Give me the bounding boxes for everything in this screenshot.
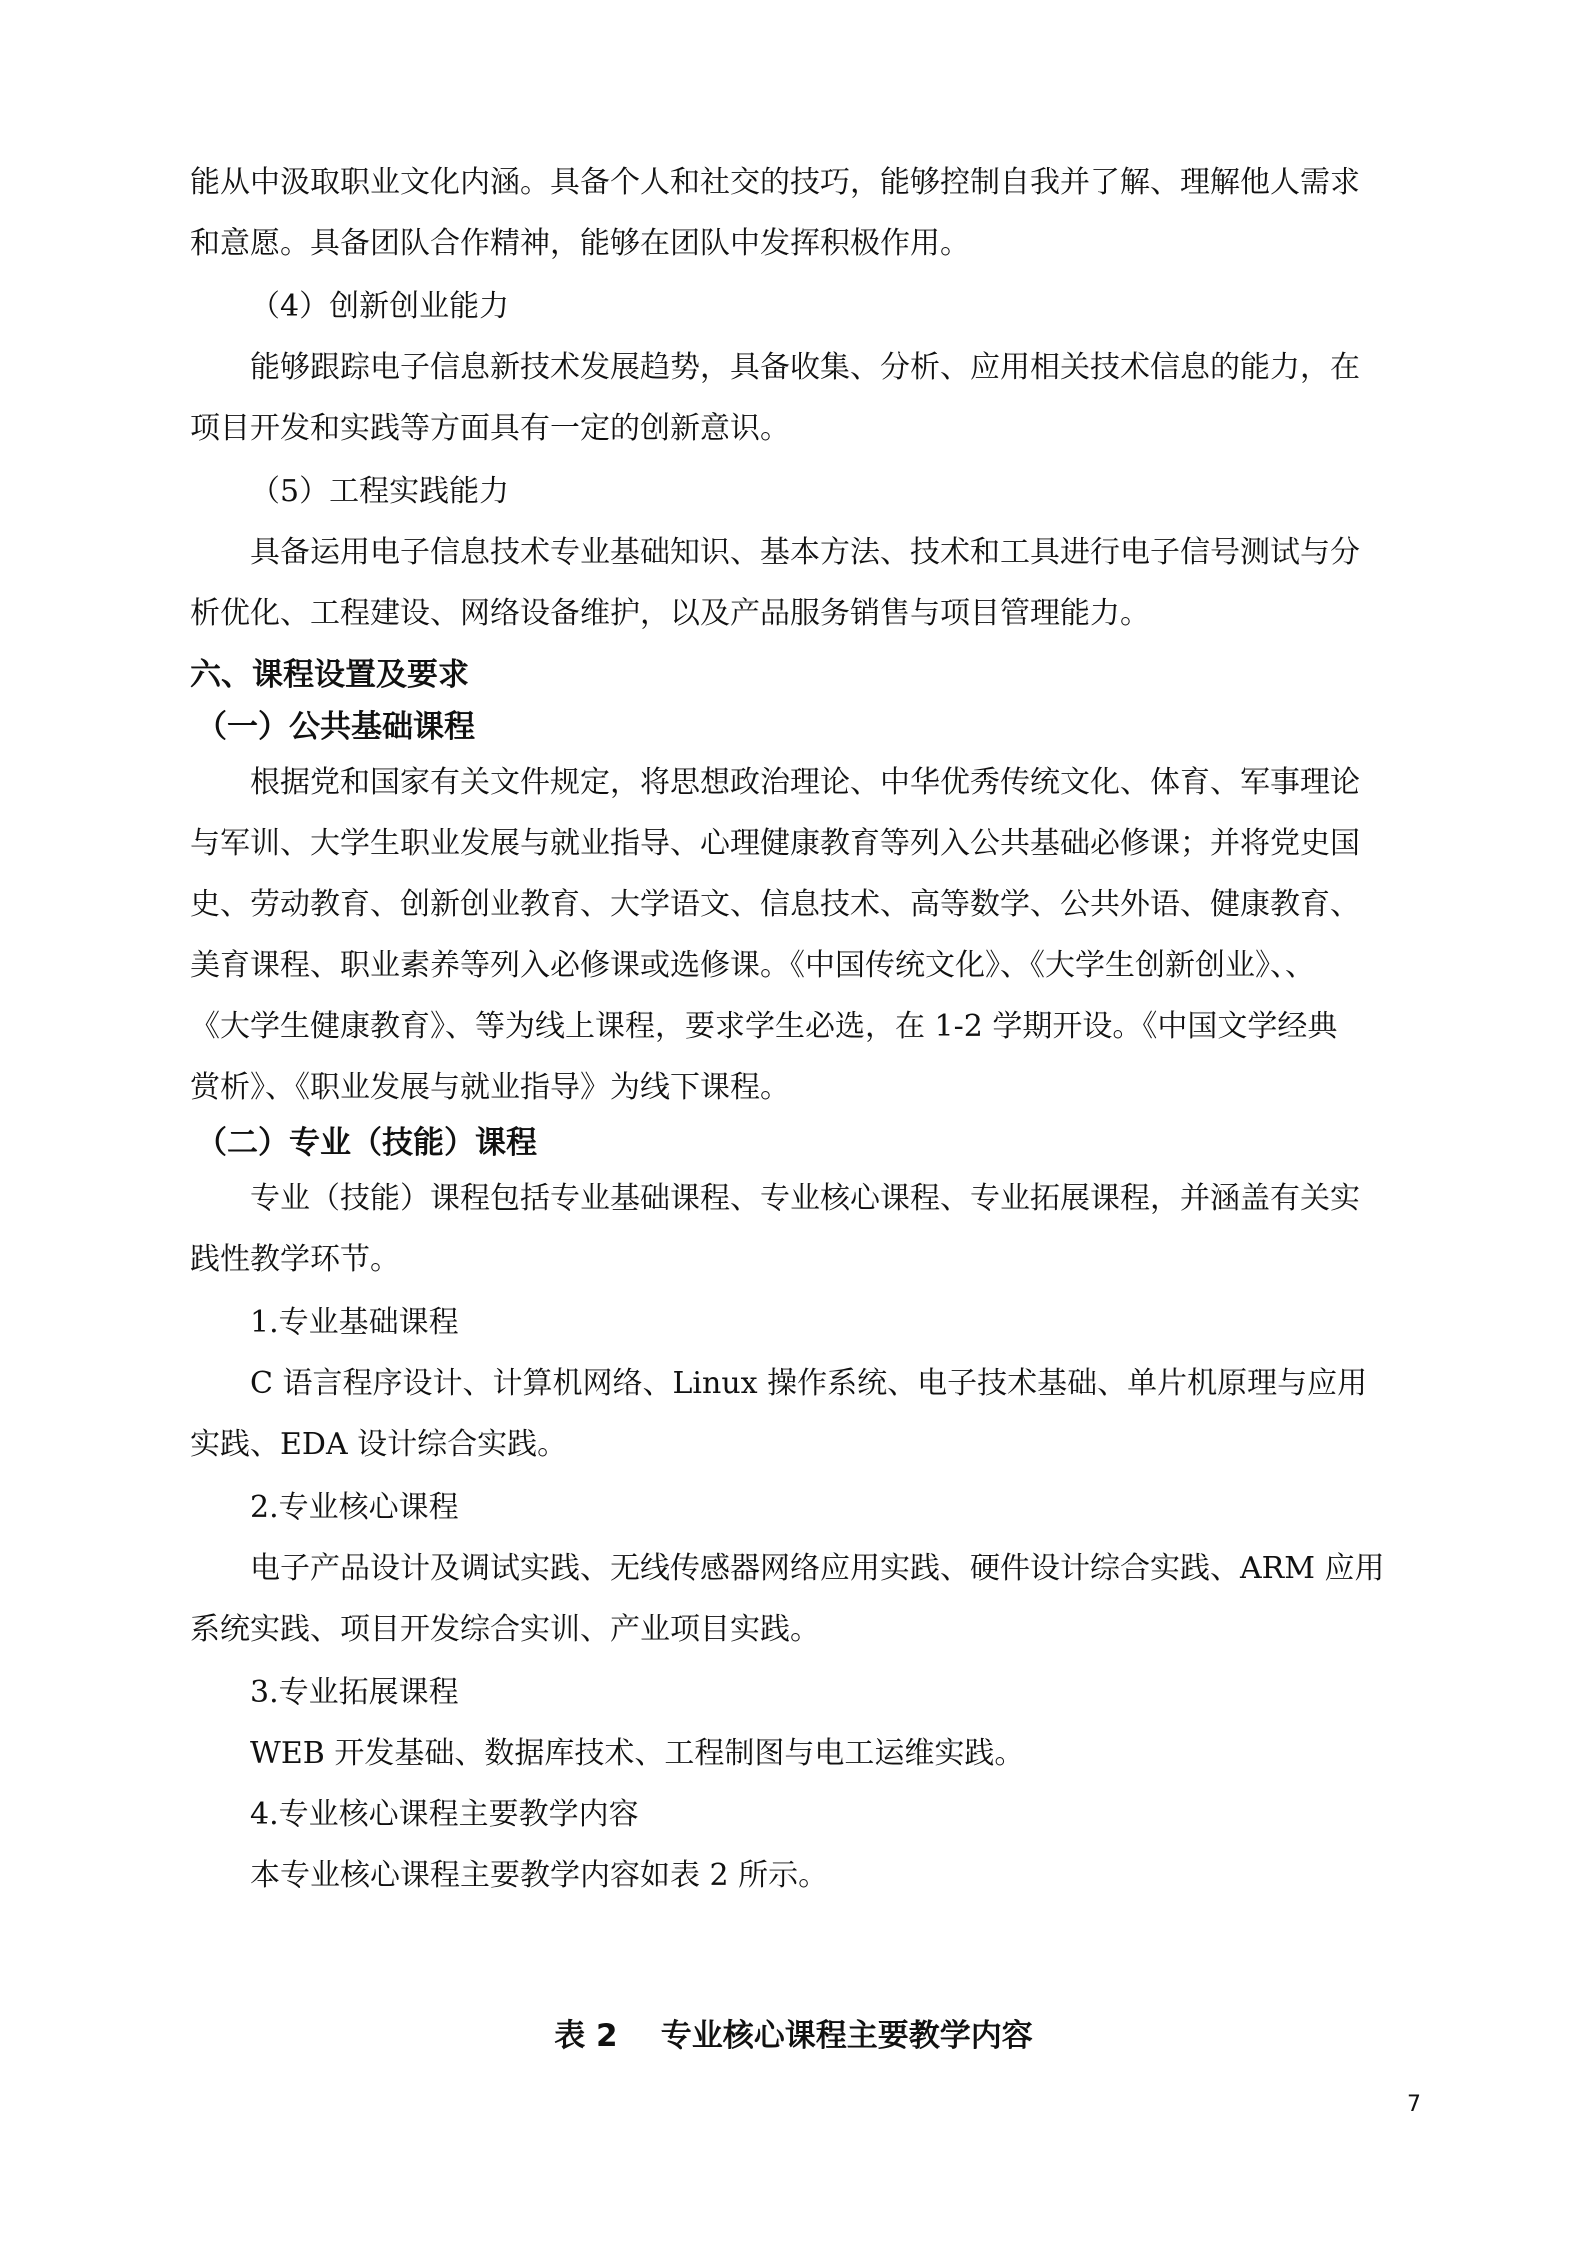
basic-courses-heading: 1.专业基础课程 [250,1305,459,1340]
innovation-line-1: 能够跟踪电子信息新技术发展趋势，具备收集、分析、应用相关技术信息的能力，在 [250,350,1360,385]
core-courses-line-2: 系统实践、项目开发综合实训、产业项目实践。 [190,1612,820,1647]
public-courses-heading: （一）公共基础课程 [196,709,475,745]
public-line-2: 与军训、大学生职业发展与就业指导、心理健康教育等列入公共基础必修课；并将党史国 [190,826,1360,861]
engineering-heading: （5）工程实践能力 [250,474,510,509]
table-caption-number: 表 2 [554,2018,618,2054]
engineering-line-2: 析优化、工程建设、网络设备维护，以及产品服务销售与项目管理能力。 [190,596,1150,631]
public-line-3: 史、劳动教育、创新创业教育、大学语文、信息技术、高等数学、公共外语、健康教育、 [190,887,1360,922]
professional-intro-line-1: 专业（技能）课程包括专业基础课程、专业核心课程、专业拓展课程，并涵盖有关实 [250,1181,1360,1216]
intro-line-2: 和意愿。具备团队合作精神，能够在团队中发挥积极作用。 [190,226,970,261]
public-line-5: 《大学生健康教育》、等为线上课程，要求学生必选，在 1-2 学期开设。《中国文学经典 [190,1009,1338,1044]
basic-courses-line-1: C 语言程序设计、计算机网络、Linux 操作系统、电子技术基础、单片机原理与应用 [250,1366,1368,1401]
core-content-line: 本专业核心课程主要教学内容如表 2 所示。 [250,1858,829,1893]
professional-intro-line-2: 践性教学环节。 [190,1242,400,1277]
extension-courses-line: WEB 开发基础、数据库技术、工程制图与电工运维实践。 [250,1736,1025,1771]
professional-courses-heading: （二）专业（技能）课程 [196,1125,537,1161]
core-courses-heading: 2.专业核心课程 [250,1490,459,1525]
public-line-4: 美育课程、职业素养等列入必修课或选修课。《中国传统文化》、《大学生创新创业》、、 [190,948,1315,983]
public-line-1: 根据党和国家有关文件规定，将思想政治理论、中华优秀传统文化、体育、军事理论 [250,765,1360,800]
section-six-title: 六、课程设置及要求 [190,657,469,693]
public-line-6: 赏析》、《职业发展与就业指导》为线下课程。 [190,1070,790,1105]
extension-courses-heading: 3.专业拓展课程 [250,1675,459,1710]
core-courses-line-1: 电子产品设计及调试实践、无线传感器网络应用实践、硬件设计综合实践、ARM 应用 [250,1551,1385,1586]
innovation-line-2: 项目开发和实践等方面具有一定的创新意识。 [190,411,790,446]
basic-courses-line-2: 实践、EDA 设计综合实践。 [190,1427,568,1462]
core-content-heading: 4.专业核心课程主要教学内容 [250,1797,639,1832]
table-caption [0,2018,1587,2054]
innovation-heading: （4）创新创业能力 [250,289,510,324]
engineering-line-1: 具备运用电子信息技术专业基础知识、基本方法、技术和工具进行电子信号测试与分 [250,535,1360,570]
intro-line-1: 能从中汲取职业文化内涵。具备个人和社交的技巧，能够控制自我并了解、理解他人需求 [190,165,1360,200]
page-number: 7 [1407,2092,1421,2117]
table-caption-title: 专业核心课程主要教学内容 [660,2018,1033,2054]
